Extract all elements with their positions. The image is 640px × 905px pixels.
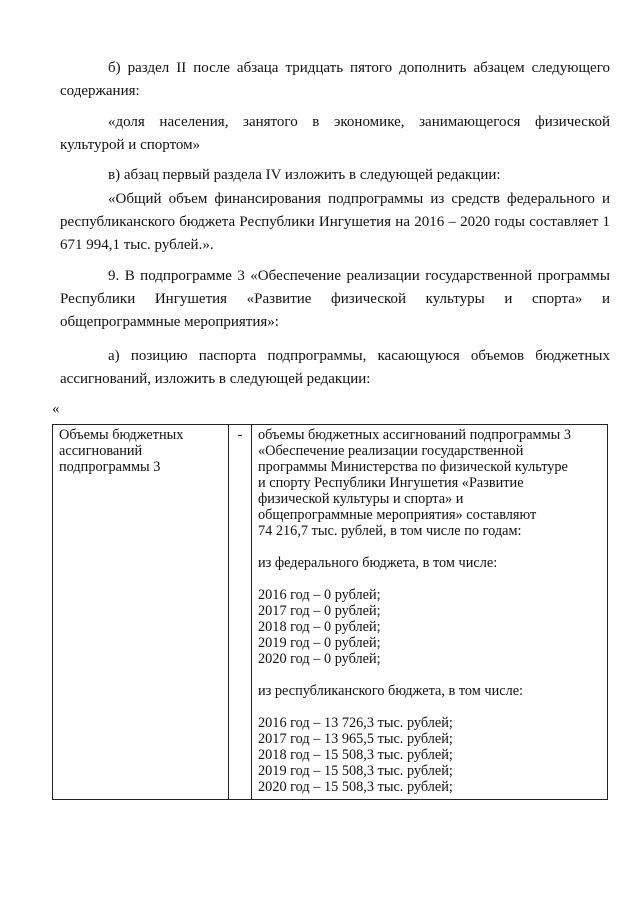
content-cell <box>252 425 608 800</box>
intro-line: и спорту Республики Ингушетия «Развитие <box>258 475 524 491</box>
label-line: подпрограммы 3 <box>59 459 161 475</box>
republic-year-line: 2016 год – 13 726,3 тыс. рублей; <box>258 715 453 731</box>
republic-year-line: 2020 год – 15 508,3 тыс. рублей; <box>258 779 453 795</box>
republic-year-line: 2018 год – 15 508,3 тыс. рублей; <box>258 747 453 763</box>
federal-year-line: 2017 год – 0 рублей; <box>258 603 381 619</box>
intro-line: «Обеспечение реализации государственной <box>258 443 524 459</box>
federal-year-line: 2020 год – 0 рублей; <box>258 651 381 667</box>
republic-year-line: 2017 год – 13 965,5 тыс. рублей; <box>258 731 453 747</box>
federal-heading: из федерального бюджета, в том числе: <box>258 555 498 571</box>
paragraph-quote-indicator: «доля населения, занятого в экономике, занимающегося физической культурой и спортом» <box>60 114 610 153</box>
republic-heading: из республиканского бюджета, в том числе: <box>258 683 524 699</box>
passport-table <box>52 424 608 800</box>
table-row <box>53 425 608 800</box>
label-line: Объемы бюджетных <box>59 427 184 443</box>
federal-year-line: 2016 год – 0 рублей; <box>258 587 381 603</box>
label-line: ассигнований <box>59 443 143 459</box>
opening-quote: « <box>52 401 60 417</box>
federal-year-line: 2019 год – 0 рублей; <box>258 635 381 651</box>
paragraph-a: а) позицию паспорта подпрограммы, касающуюся объемов бюджетных ассигнований, изложить в следующей редакции: <box>60 348 610 387</box>
intro-line: программы Министерства по физической культуре <box>258 459 568 475</box>
paragraph-9: 9. В подпрограмме 3 «Обеспечение реализации государственной программы Республики Ингушетия «Развитие физической культуры и спорта» и общепрограммные мероприятия»: <box>60 268 610 330</box>
federal-year-line: 2018 год – 0 рублей; <box>258 619 381 635</box>
paragraph-b: б) раздел II после абзаца тридцать пятого дополнить абзацем следующего содержания: <box>60 60 610 99</box>
paragraph-v: в) абзац первый раздела IV изложить в следующей редакции: <box>108 167 501 183</box>
republic-year-line: 2019 год – 15 508,3 тыс. рублей; <box>258 763 453 779</box>
intro-line: 74 216,7 тыс. рублей, в том числе по годам: <box>258 523 522 539</box>
intro-line: общепрограммные мероприятия» составляют <box>258 507 537 523</box>
label-cell <box>53 425 229 800</box>
intro-line: физической культуры и спорта» и <box>258 491 464 507</box>
dash-cell: - <box>229 425 252 800</box>
intro-line: объемы бюджетных ассигнований подпрограммы 3 <box>258 427 571 443</box>
paragraph-financing: «Общий объем финансирования подпрограммы из средств федерального и республиканского бюджета Республики Ингушетия на 2016 – 2020 годы составляет 1 671 994,1 тыс. рублей.». <box>60 191 610 253</box>
